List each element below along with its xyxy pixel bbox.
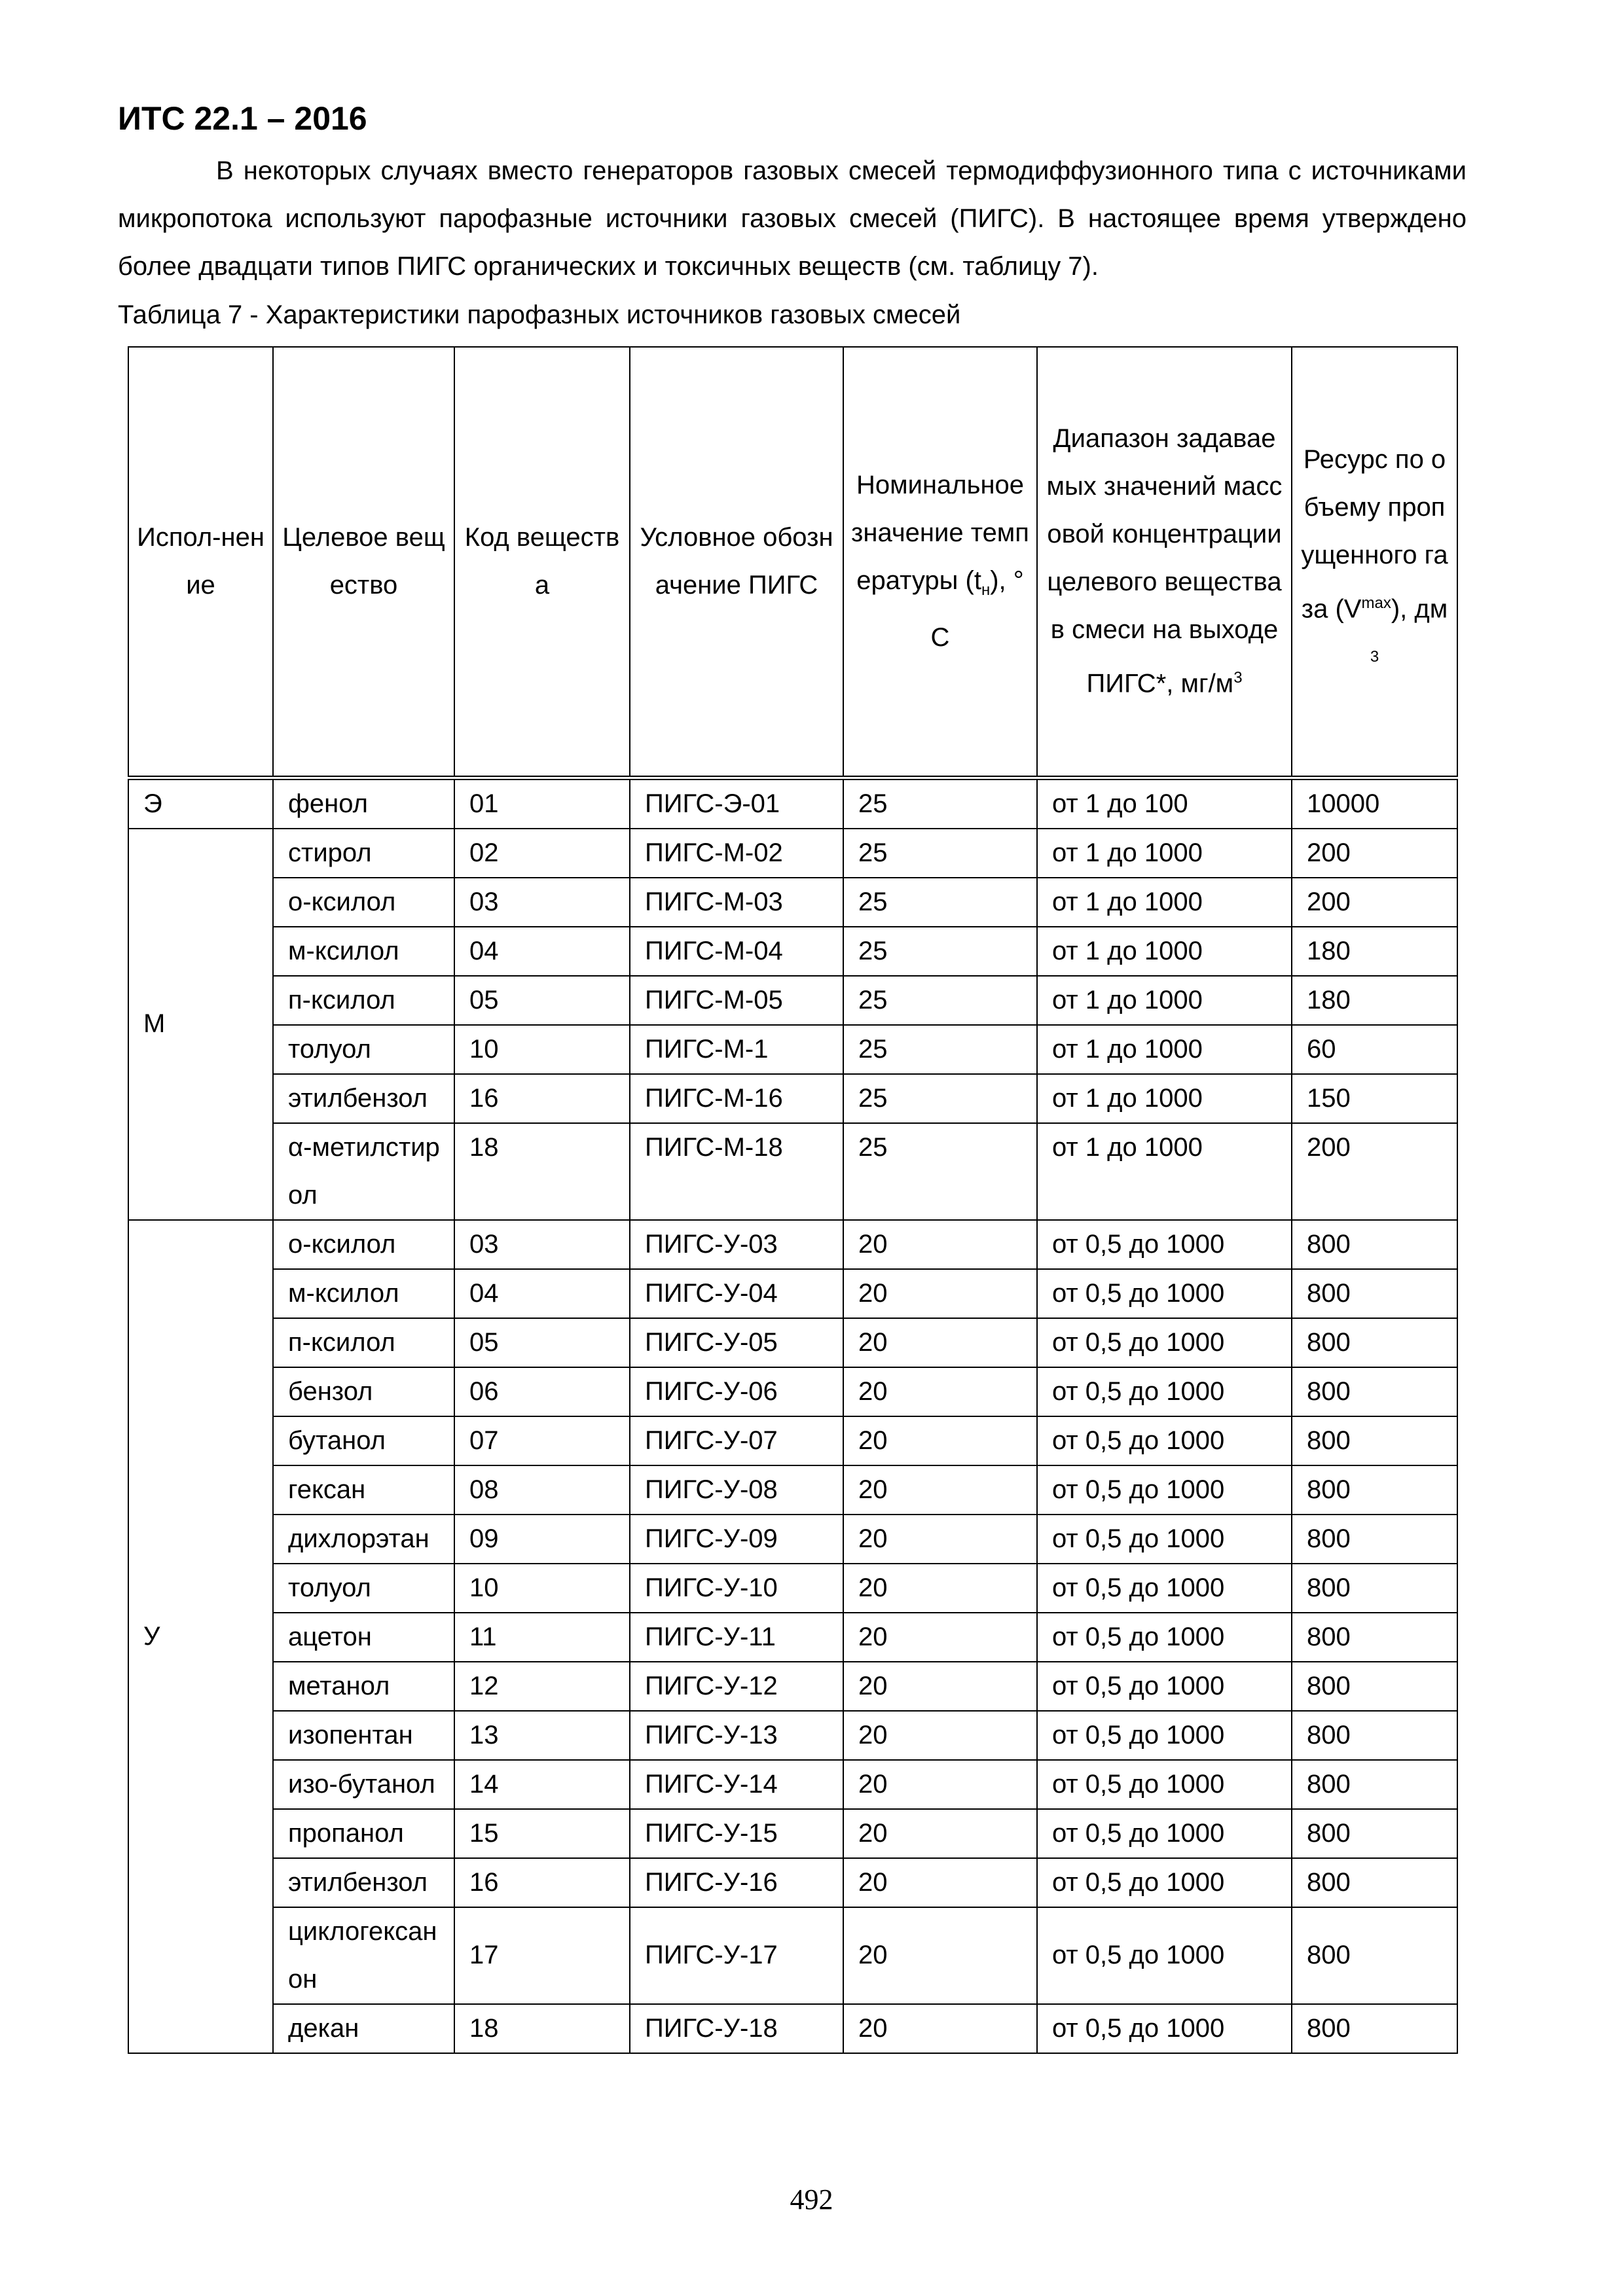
- cell-resource: 800: [1292, 1318, 1457, 1367]
- cell-temperature: 25: [843, 778, 1037, 829]
- cell-code: 05: [454, 976, 630, 1025]
- cell-substance: изо-бутанол: [273, 1760, 454, 1809]
- cell-execution: Э: [128, 778, 273, 829]
- cell-execution: М: [128, 829, 273, 1220]
- table-body: [128, 778, 1457, 2053]
- cell-resource: 800: [1292, 1809, 1457, 1858]
- cell-temperature: 25: [843, 1025, 1037, 1074]
- cell-resource: 800: [1292, 1269, 1457, 1318]
- table-row: [128, 1760, 1457, 1809]
- cell-code: 06: [454, 1367, 630, 1416]
- cell-concentration-range: от 1 до 1000: [1037, 1074, 1292, 1123]
- cell-code: 01: [454, 778, 630, 829]
- cell-temperature: 20: [843, 1220, 1037, 1269]
- cell-concentration-range: от 0,5 до 1000: [1037, 2004, 1292, 2053]
- cell-concentration-range: от 0,5 до 1000: [1037, 1760, 1292, 1809]
- table-row: [128, 778, 1457, 829]
- cell-concentration-range: от 1 до 100: [1037, 778, 1292, 829]
- cell-concentration-range: от 1 до 1000: [1037, 829, 1292, 878]
- cell-resource: 800: [1292, 1416, 1457, 1465]
- header-target-substance: Целевое вещество: [273, 347, 454, 778]
- header-designation: Условное обозначение ПИГС: [630, 347, 843, 778]
- cell-substance: м-ксилол: [273, 1269, 454, 1318]
- cell-temperature: 20: [843, 1515, 1037, 1564]
- cell-designation: ПИГС-У-11: [630, 1613, 843, 1662]
- cell-code: 11: [454, 1613, 630, 1662]
- cell-resource: 800: [1292, 1858, 1457, 1907]
- cell-temperature: 20: [843, 1662, 1037, 1711]
- cell-resource: 800: [1292, 1367, 1457, 1416]
- header-substance-code: Код вещества: [454, 347, 630, 778]
- cell-substance: фенол: [273, 778, 454, 829]
- cell-designation: ПИГС-М-1: [630, 1025, 843, 1074]
- cell-substance: пропанол: [273, 1809, 454, 1858]
- cell-concentration-range: от 0,5 до 1000: [1037, 1465, 1292, 1515]
- cell-designation: ПИГС-У-13: [630, 1711, 843, 1760]
- cell-designation: ПИГС-У-16: [630, 1858, 843, 1907]
- cell-resource: 200: [1292, 1123, 1457, 1220]
- table-row: [128, 1809, 1457, 1858]
- cell-temperature: 20: [843, 1613, 1037, 1662]
- cell-temperature: 20: [843, 1760, 1037, 1809]
- cell-temperature: 20: [843, 1367, 1037, 1416]
- cell-execution: У: [128, 1220, 273, 2053]
- cell-resource: 800: [1292, 1515, 1457, 1564]
- header-nominal-temperature: Номинальное значение температуры $(t_н)$, °C: [843, 347, 1037, 778]
- cell-code: 15: [454, 1809, 630, 1858]
- cell-concentration-range: от 1 до 1000: [1037, 1123, 1292, 1220]
- cell-designation: ПИГС-У-14: [630, 1760, 843, 1809]
- cell-temperature: 20: [843, 1465, 1037, 1515]
- cell-code: 07: [454, 1416, 630, 1465]
- cell-temperature: 20: [843, 1564, 1037, 1613]
- cell-substance: п-ксилол: [273, 1318, 454, 1367]
- cell-resource: 800: [1292, 1662, 1457, 1711]
- cell-code: 04: [454, 1269, 630, 1318]
- cell-temperature: 25: [843, 1123, 1037, 1220]
- cell-temperature: 20: [843, 1269, 1037, 1318]
- cell-code: 13: [454, 1711, 630, 1760]
- document-header: ИТС 22.1 – 2016: [118, 100, 367, 137]
- cell-code: 12: [454, 1662, 630, 1711]
- cell-substance: толуол: [273, 1564, 454, 1613]
- cell-designation: ПИГС-У-12: [630, 1662, 843, 1711]
- page-number: 492: [790, 2183, 833, 2215]
- cell-code: 16: [454, 1858, 630, 1907]
- cell-temperature: 20: [843, 1416, 1037, 1465]
- table-row: [128, 1318, 1457, 1367]
- cell-designation: ПИГС-У-05: [630, 1318, 843, 1367]
- cell-designation: ПИГС-У-15: [630, 1809, 843, 1858]
- cell-concentration-range: от 0,5 до 1000: [1037, 1515, 1292, 1564]
- cell-substance: гексан: [273, 1465, 454, 1515]
- cell-resource: 800: [1292, 1711, 1457, 1760]
- table-caption: Таблица 7 - Характеристики парофазных источников газовых смесей: [118, 300, 961, 329]
- table-row: [128, 976, 1457, 1025]
- cell-concentration-range: от 0,5 до 1000: [1037, 1269, 1292, 1318]
- table-row: [128, 1613, 1457, 1662]
- cell-concentration-range: от 0,5 до 1000: [1037, 1907, 1292, 2004]
- table-row: [128, 1515, 1457, 1564]
- cell-temperature: 25: [843, 927, 1037, 976]
- cell-temperature: 20: [843, 1858, 1037, 1907]
- cell-code: 16: [454, 1074, 630, 1123]
- cell-substance: п-ксилол: [273, 976, 454, 1025]
- cell-resource: 200: [1292, 829, 1457, 878]
- table-row: [128, 1367, 1457, 1416]
- cell-resource: 60: [1292, 1025, 1457, 1074]
- cell-designation: ПИГС-У-09: [630, 1515, 843, 1564]
- cell-resource: 200: [1292, 878, 1457, 927]
- cell-substance: толуол: [273, 1025, 454, 1074]
- intro-paragraph: В некоторых случаях вместо генераторов газовых смесей термодиффузионного типа с источниками микропотока используют парофазные источники газовых смесей (ПИГС). В настоящее время утверждено более двадцати типов ПИГС органических и токсичных веществ (см. таблицу 7).: [118, 156, 1467, 281]
- cell-designation: ПИГС-М-18: [630, 1123, 843, 1220]
- cell-code: 10: [454, 1564, 630, 1613]
- cell-resource: 10000: [1292, 778, 1457, 829]
- cell-substance: м-ксилол: [273, 927, 454, 976]
- table-row: [128, 1123, 1457, 1220]
- cell-concentration-range: от 0,5 до 1000: [1037, 1711, 1292, 1760]
- cell-designation: ПИГС-У-04: [630, 1269, 843, 1318]
- table-row: [128, 1416, 1457, 1465]
- cell-resource: 180: [1292, 927, 1457, 976]
- cell-code: 18: [454, 2004, 630, 2053]
- table-row: [128, 1711, 1457, 1760]
- cell-code: 02: [454, 829, 630, 878]
- cell-code: 09: [454, 1515, 630, 1564]
- table-row: [128, 878, 1457, 927]
- cell-code: 14: [454, 1760, 630, 1809]
- cell-resource: 180: [1292, 976, 1457, 1025]
- table-row: [128, 1025, 1457, 1074]
- table-row: [128, 1465, 1457, 1515]
- cell-resource: 800: [1292, 1907, 1457, 2004]
- cell-designation: ПИГС-У-03: [630, 1220, 843, 1269]
- cell-substance: метанол: [273, 1662, 454, 1711]
- cell-temperature: 25: [843, 976, 1037, 1025]
- cell-resource: 800: [1292, 1613, 1457, 1662]
- table-row: [128, 1662, 1457, 1711]
- cell-concentration-range: от 0,5 до 1000: [1037, 1220, 1292, 1269]
- cell-code: 08: [454, 1465, 630, 1515]
- cell-substance: о-ксилол: [273, 1220, 454, 1269]
- cell-designation: ПИГС-М-04: [630, 927, 843, 976]
- cell-concentration-range: от 0,5 до 1000: [1037, 1858, 1292, 1907]
- cell-concentration-range: от 0,5 до 1000: [1037, 1809, 1292, 1858]
- cell-designation: ПИГС-М-02: [630, 829, 843, 878]
- cell-designation: ПИГС-У-10: [630, 1564, 843, 1613]
- cell-designation: ПИГС-У-18: [630, 2004, 843, 2053]
- cell-substance: ацетон: [273, 1613, 454, 1662]
- cell-designation: ПИГС-М-05: [630, 976, 843, 1025]
- cell-concentration-range: от 1 до 1000: [1037, 927, 1292, 976]
- cell-code: 03: [454, 878, 630, 927]
- cell-temperature: 20: [843, 1809, 1037, 1858]
- cell-substance: декан: [273, 2004, 454, 2053]
- cell-designation: ПИГС-У-17: [630, 1907, 843, 2004]
- cell-designation: ПИГС-М-16: [630, 1074, 843, 1123]
- cell-concentration-range: от 0,5 до 1000: [1037, 1367, 1292, 1416]
- cell-temperature: 25: [843, 829, 1037, 878]
- cell-resource: 800: [1292, 1760, 1457, 1809]
- cell-code: 17: [454, 1907, 630, 2004]
- cell-designation: ПИГС-М-03: [630, 878, 843, 927]
- cell-substance: α-метилстирол: [273, 1123, 454, 1220]
- cell-resource: 800: [1292, 1465, 1457, 1515]
- pigs-characteristics-table: [128, 346, 1458, 2054]
- cell-substance: этилбензол: [273, 1074, 454, 1123]
- cell-concentration-range: от 0,5 до 1000: [1037, 1613, 1292, 1662]
- cell-substance: о-ксилол: [273, 878, 454, 927]
- cell-temperature: 20: [843, 2004, 1037, 2053]
- cell-substance: бутанол: [273, 1416, 454, 1465]
- cell-temperature: 20: [843, 1711, 1037, 1760]
- table-row: [128, 2004, 1457, 2053]
- header-execution: Испол-нение: [128, 347, 273, 778]
- cell-substance: этилбензол: [273, 1858, 454, 1907]
- cell-resource: 800: [1292, 1220, 1457, 1269]
- header-gas-volume-resource: Ресурс по объему пропущенного газа $(V^{max})$, $дм^3$: [1292, 347, 1457, 778]
- table-row: [128, 927, 1457, 976]
- cell-designation: ПИГС-Э-01: [630, 778, 843, 829]
- header-concentration-range: Диапазон задаваемых значений массовой концентрации целевого вещества в смеси на выходе ПИГС*, $мг/м^3$: [1037, 347, 1292, 778]
- cell-substance: стирол: [273, 829, 454, 878]
- cell-designation: ПИГС-У-07: [630, 1416, 843, 1465]
- table-row: [128, 1907, 1457, 2004]
- cell-code: 04: [454, 927, 630, 976]
- cell-substance: дихлорэтан: [273, 1515, 454, 1564]
- table-header-row: [128, 347, 1457, 778]
- table-row: [128, 1858, 1457, 1907]
- cell-temperature: 20: [843, 1318, 1037, 1367]
- cell-concentration-range: от 0,5 до 1000: [1037, 1662, 1292, 1711]
- cell-resource: 150: [1292, 1074, 1457, 1123]
- cell-designation: ПИГС-У-06: [630, 1367, 843, 1416]
- cell-substance: циклогексанон: [273, 1907, 454, 2004]
- cell-code: 18: [454, 1123, 630, 1220]
- cell-concentration-range: от 1 до 1000: [1037, 1025, 1292, 1074]
- cell-substance: изопентан: [273, 1711, 454, 1760]
- cell-temperature: 25: [843, 1074, 1037, 1123]
- cell-concentration-range: от 1 до 1000: [1037, 976, 1292, 1025]
- table-row: [128, 1220, 1457, 1269]
- cell-code: 03: [454, 1220, 630, 1269]
- cell-substance: бензол: [273, 1367, 454, 1416]
- cell-concentration-range: от 1 до 1000: [1037, 878, 1292, 927]
- cell-concentration-range: от 0,5 до 1000: [1037, 1564, 1292, 1613]
- cell-temperature: 25: [843, 878, 1037, 927]
- table-row: [128, 1564, 1457, 1613]
- cell-designation: ПИГС-У-08: [630, 1465, 843, 1515]
- table-row: [128, 829, 1457, 878]
- table-row: [128, 1269, 1457, 1318]
- table-row: [128, 1074, 1457, 1123]
- cell-temperature: 20: [843, 1907, 1037, 2004]
- cell-code: 05: [454, 1318, 630, 1367]
- cell-code: 10: [454, 1025, 630, 1074]
- cell-concentration-range: от 0,5 до 1000: [1037, 1416, 1292, 1465]
- cell-resource: 800: [1292, 1564, 1457, 1613]
- cell-resource: 800: [1292, 2004, 1457, 2053]
- cell-concentration-range: от 0,5 до 1000: [1037, 1318, 1292, 1367]
